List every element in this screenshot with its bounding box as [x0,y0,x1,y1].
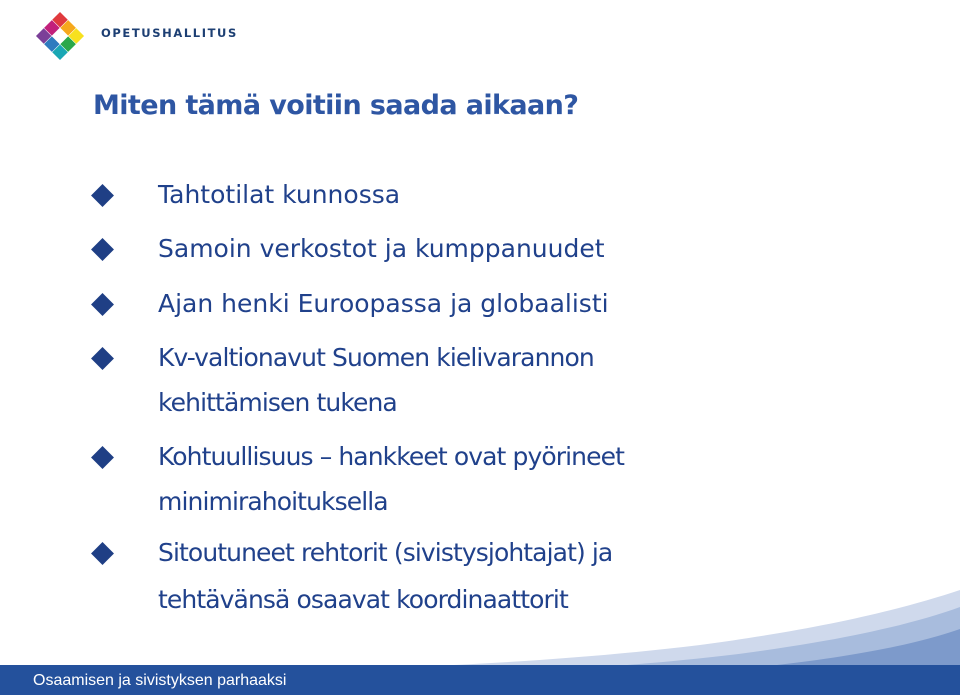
bullet-text: Ajan henki Euroopassa ja globaalisti [158,289,609,318]
bullet-text: Sitoutuneet rehtorit (sivistysjohtajat) ja [158,538,613,567]
diamond-bullet-icon [90,445,115,470]
bullet-text: Tahtotilat kunnossa [158,180,401,209]
opetushallitus-logo-icon [30,6,90,66]
bullet-text: Kv-valtionavut Suomen kielivarannon [158,343,594,372]
bullet-text-continuation: tehtävänsä osaavat koordinaattorit [158,585,568,614]
footer-tagline: Osaamisen ja sivistyksen parhaaksi [33,672,287,689]
diamond-bullet-icon [90,346,115,371]
bullet-text: Kohtuullisuus – hankkeet ovat pyörineet [158,442,624,471]
logo-wordmark: OPETUSHALLITUS [101,26,238,40]
diamond-bullet-icon [90,237,115,262]
bullet-text-continuation: kehittämisen tukena [158,388,397,417]
slide-title: Miten tämä voitiin saada aikaan? [93,90,579,121]
bullet-text: Samoin verkostot ja kumppanuudet [158,234,605,263]
diamond-bullet-icon [90,292,115,317]
bullet-text-continuation: minimirahoituksella [158,487,388,516]
diamond-bullet-icon [90,183,115,208]
diamond-bullet-icon [90,541,115,566]
